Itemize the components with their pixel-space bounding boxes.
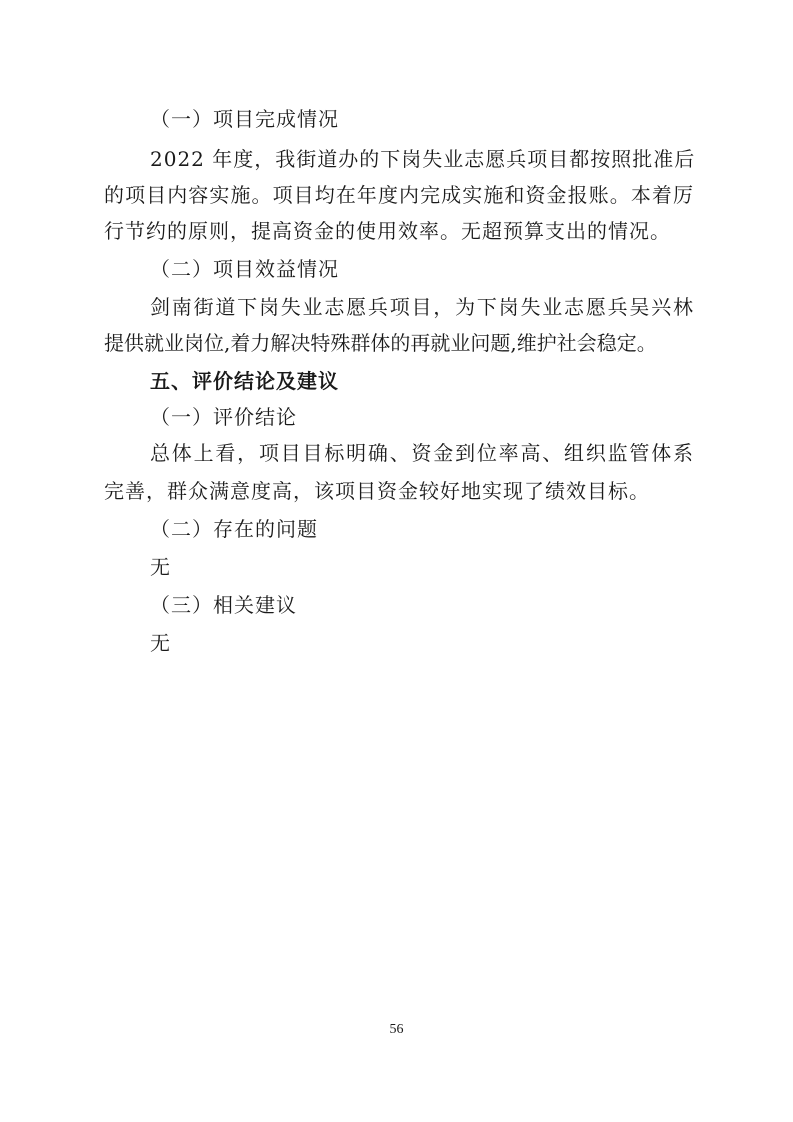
section-heading-conclusion: 五、评价结论及建议 (150, 369, 339, 393)
subheading-existing-problems: （二）存在的问题 (150, 517, 318, 541)
subheading-evaluation-conclusion: （一）评价结论 (150, 405, 297, 429)
paragraph-line: 总体上看，项目目标明确、资金到位率高、组织监管体系 (150, 441, 694, 465)
paragraph-line: 的项目内容实施。项目均在年度内完成实施和资金报账。本着厉 (104, 183, 694, 207)
paragraph-line: 行节约的原则，提高资金的使用效率。无超预算支出的情况。 (104, 219, 671, 243)
paragraph-line: 无 (150, 555, 171, 579)
paragraph-line: 剑南街道下岗失业志愿兵项目，为下岗失业志愿兵吴兴林 (150, 295, 694, 319)
paragraph-line: 无 (150, 631, 171, 655)
page-number: 56 (389, 1022, 404, 1037)
paragraph-line: 提供就业岗位,着力解决特殊群体的再就业问题,维护社会稳定。 (104, 331, 657, 355)
subheading-project-benefit: （二）项目效益情况 (150, 257, 339, 281)
paragraph-line: 完善，群众满意度高，该项目资金较好地实现了绩效目标。 (104, 479, 650, 503)
subheading-project-completion: （一）项目完成情况 (150, 107, 339, 131)
paragraph-line: 2022 年度，我街道办的下岗失业志愿兵项目都按照批准后 (150, 147, 696, 171)
subheading-related-suggestions: （三）相关建议 (150, 593, 297, 617)
